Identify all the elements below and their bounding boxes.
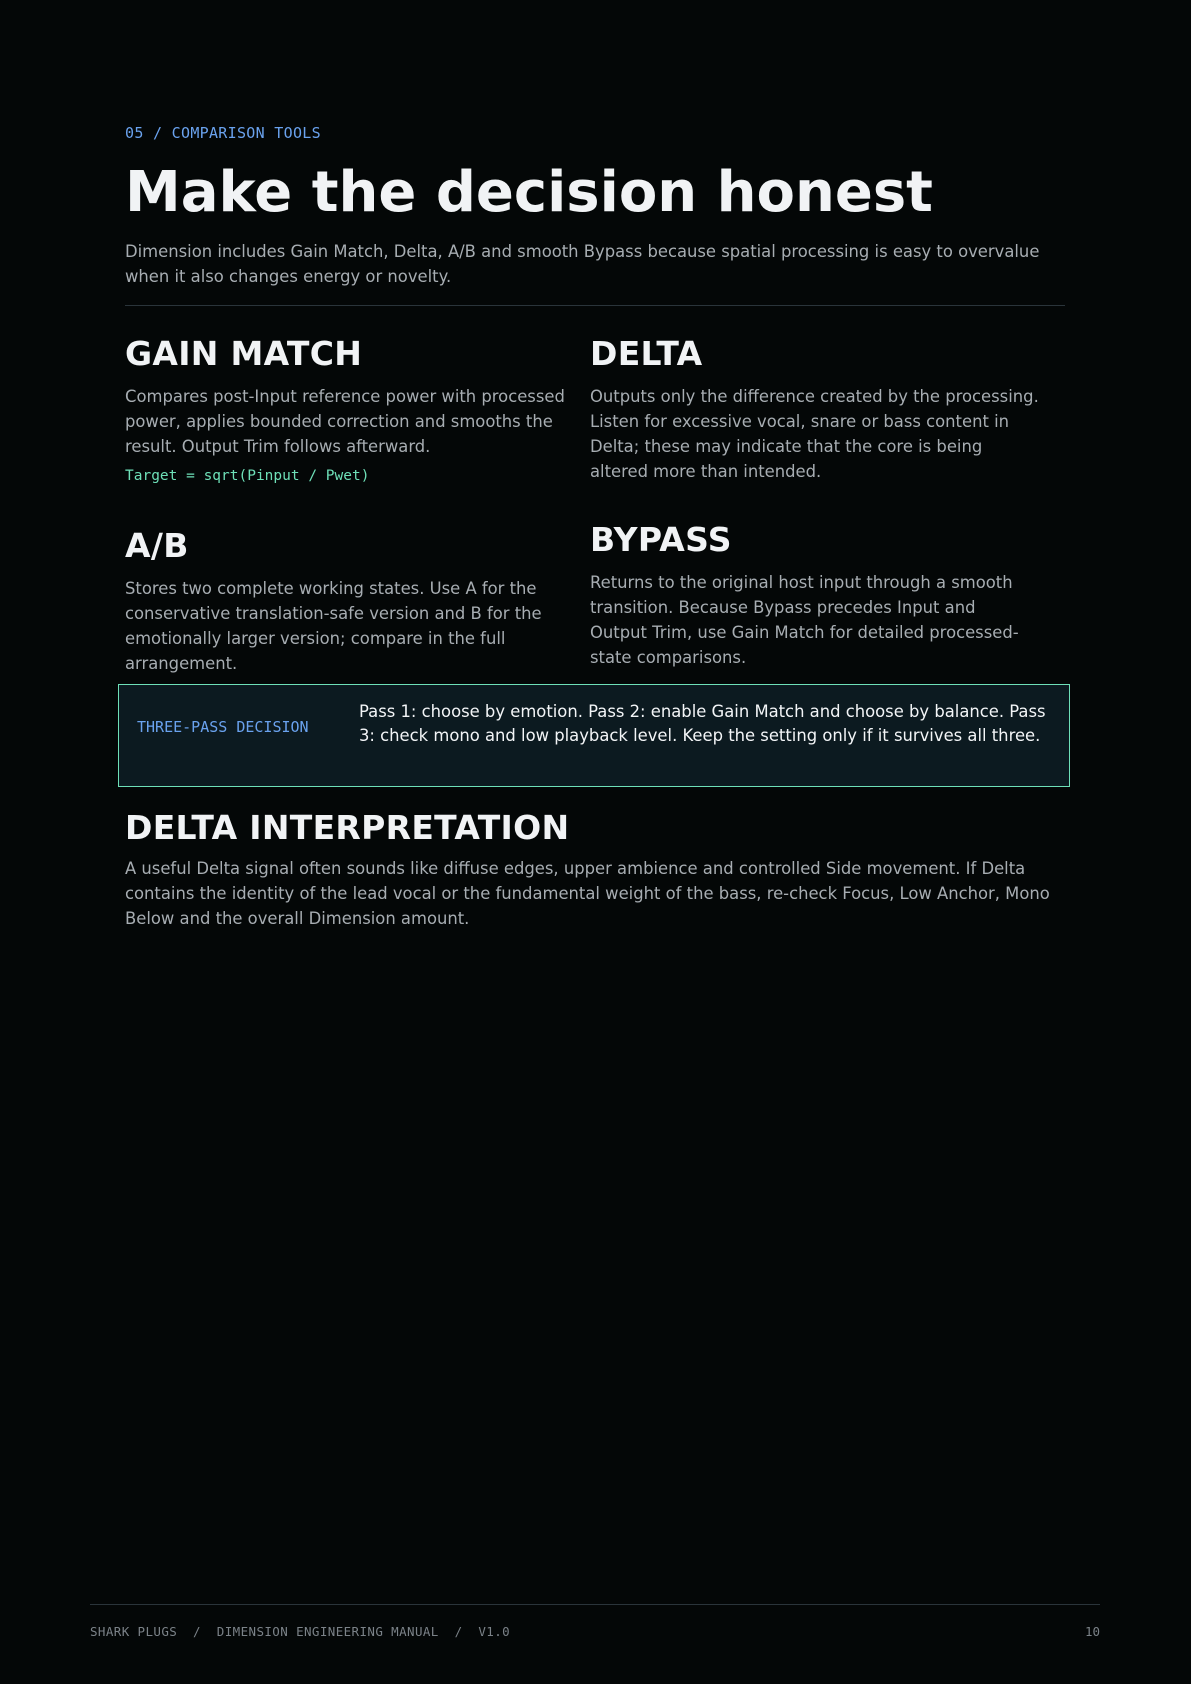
ab-body: Stores two complete working states. Use A for the conservative translation-safe version and B for the emotionally larger version; compare in the full arrangement. <box>125 579 542 673</box>
gain-match-body: Compares post-Input reference power with processed power, applies bounded correction and smooths the result. Output Trim follows afterward. <box>125 387 565 456</box>
callout-text: Pass 1: choose by emotion. Pass 2: enable Gain Match and choose by balance. Pass 3: check mono and low playback level. Keep the setting only if it survives all three. <box>359 702 1046 745</box>
bypass-body: Returns to the original host input through a smooth transition. Because Bypass precedes Input and Output Trim, use Gain Match for detailed processed-state comparisons. <box>590 573 1019 667</box>
intro-paragraph: Dimension includes Gain Match, Delta, A/B and smooth Bypass because spatial processing is easy to overvalue when it also changes energy or novelty. <box>125 242 1040 286</box>
ab-section <box>125 526 570 676</box>
gain-match-section <box>125 334 580 484</box>
delta-body: Outputs only the difference created by the processing. Listen for excessive vocal, snare or bass content in Delta; these may indicate that the core is being altered more than intended. <box>590 387 1039 481</box>
gain-match-heading: GAIN MATCH <box>125 334 363 373</box>
section-divider <box>125 305 1065 306</box>
delta-interpretation-section <box>125 808 1065 931</box>
gain-match-formula: Target = sqrt(Pinput / Pwet) <box>125 468 370 484</box>
three-pass-callout <box>118 684 1070 787</box>
page-number: 10 <box>1084 1624 1100 1639</box>
footer-divider <box>90 1604 1100 1605</box>
section-label: 05 / COMPARISON TOOLS <box>125 124 321 142</box>
ab-heading: A/B <box>125 526 189 565</box>
callout-label: THREE-PASS DECISION <box>137 718 309 736</box>
bypass-section <box>590 520 1035 670</box>
footer-title: SHARK PLUGS / DIMENSION ENGINEERING MANUAL / V1.0 <box>90 1624 511 1639</box>
delta-interpretation-heading: DELTA INTERPRETATION <box>125 808 570 847</box>
delta-heading: DELTA <box>590 334 703 373</box>
bypass-heading: BYPASS <box>590 520 732 559</box>
delta-interpretation-body: A useful Delta signal often sounds like diffuse edges, upper ambience and controlled Side movement. If Delta contains the identity of the lead vocal or the fundamental weight of the bass, re-check Focus, Low Anchor, Mono Below and the overall Dimension amount. <box>125 859 1050 928</box>
page-title: Make the decision honest <box>125 160 933 225</box>
delta-section <box>590 334 1045 484</box>
